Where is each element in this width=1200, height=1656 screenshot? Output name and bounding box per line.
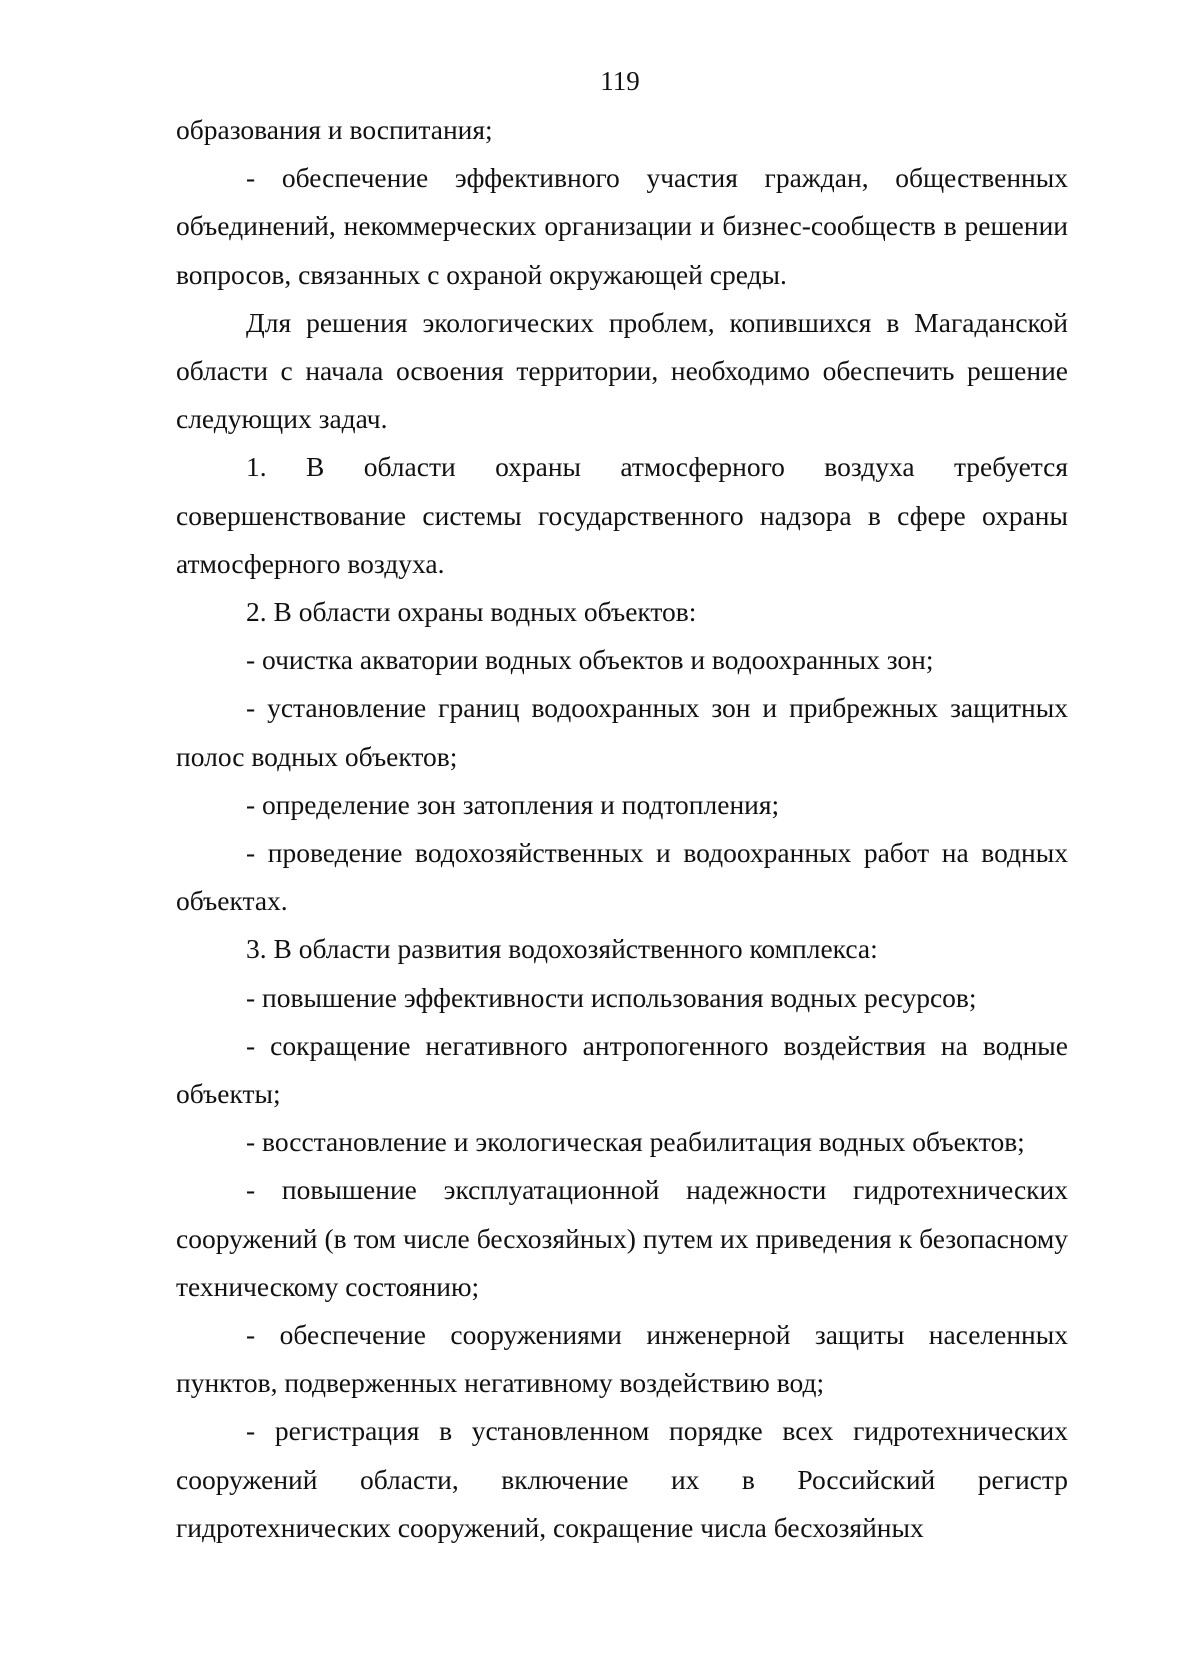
paragraph-task-2-water: 2. В области охраны водных объектов: xyxy=(246,596,697,628)
document-body xyxy=(176,106,1068,1552)
list-item-citizen-participation: - обеспечение эффективного участия граждан, общественных объединений, некоммерческих организации и бизнес-сообществ в решении вопросов, связанных с охраной окружающей среды. xyxy=(176,162,1068,290)
page-number: 119 xyxy=(600,66,640,96)
list-item-reduce-impact: - сокращение негативного антропогенного воздействия на водные объекты; xyxy=(176,1029,1068,1110)
list-item-flood-zones: - определение зон затопления и подтопления; xyxy=(246,788,780,820)
list-item-water-works: - проведение водохозяйственных и водоохранных работ на водных объектах. xyxy=(176,837,1068,917)
paragraph-task-3-water-complex: 3. В области развития водохозяйственного комплекса: xyxy=(246,933,878,965)
list-item-engineering-protection: - обеспечение сооружениями инженерной защиты населенных пунктов, подверженных негативному воздействию вод; xyxy=(176,1319,1068,1399)
paragraph-tasks-intro: Для решения экологических проблем, копившихся в Магаданской области с начала освоения территории, необходимо обеспечить решение следующих задач. xyxy=(176,306,1068,435)
list-item-water-cleaning: - очистка акватории водных объектов и водоохранных зон; xyxy=(246,644,934,676)
list-item-water-boundaries: - установление границ водоохранных зон и прибрежных защитных полос водных объектов; xyxy=(176,692,1068,772)
list-item-registration: - регистрация в установленном порядке всех гидротехнических сооружений области, включение их в Российский регистр гидротехнических сооружений, сокращение числа бесхозяйных xyxy=(176,1415,1068,1543)
list-item-resource-efficiency: - повышение эффективности использования водных ресурсов; xyxy=(246,981,977,1013)
paragraph-task-1-air: 1. В области охраны атмосферного воздуха требуется совершенствование системы государственного надзора в сфере охраны атмосферного воздуха. xyxy=(176,451,1068,579)
list-item-rehabilitation: - восстановление и экологическая реабилитация водных объектов; xyxy=(246,1126,1025,1158)
list-item-structure-reliability: - повышение эксплуатационной надежности гидротехнических сооружений (в том числе бесхозяйных) путем их приведения к безопасному техническому состоянию; xyxy=(176,1174,1068,1302)
paragraph-continuation: образования и воспитания; xyxy=(176,114,493,145)
